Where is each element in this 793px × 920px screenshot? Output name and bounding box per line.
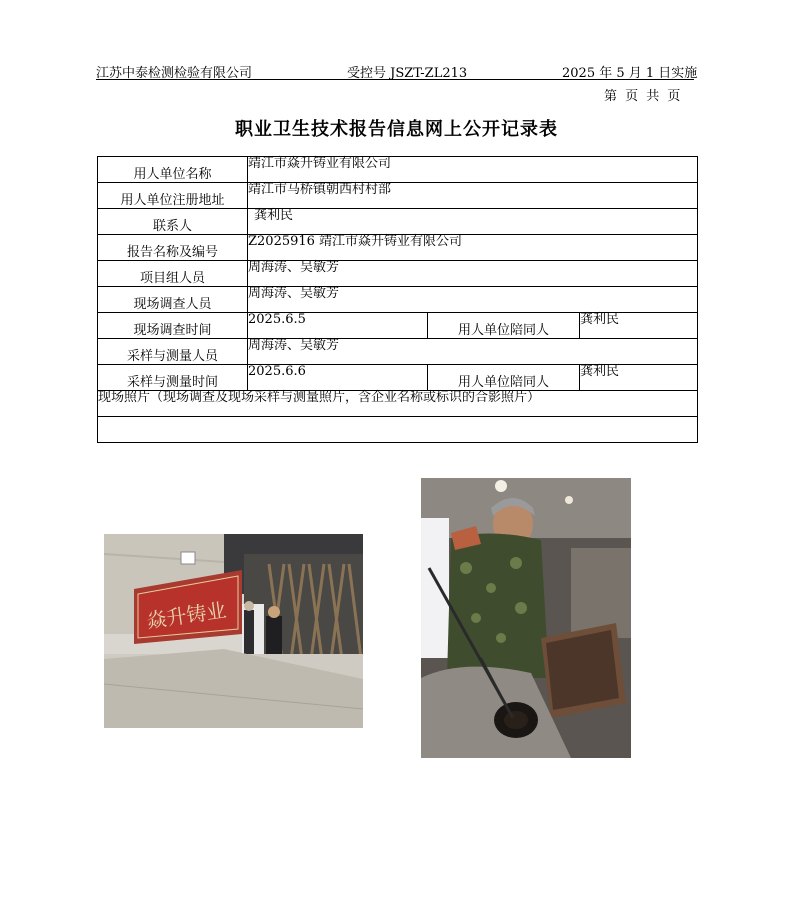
label-team: 项目组人员 [98, 261, 248, 287]
row-sampling-staff [98, 339, 698, 365]
row-team [98, 261, 698, 287]
row-survey-staff [98, 287, 698, 313]
row-contact [98, 209, 698, 235]
row-survey-time [98, 313, 698, 339]
page-title: 职业卫生技术报告信息网上公开记录表 [235, 119, 558, 140]
label-sampling-time: 采样与测量时间 [98, 365, 248, 391]
label-survey-escort: 用人单位陪同人 [428, 313, 580, 339]
photo-furnace-sampling [421, 478, 631, 758]
value-survey-escort: 龚利民 [580, 313, 698, 339]
record-table [97, 156, 698, 633]
label-contact: 联系人 [98, 209, 248, 235]
row-report [98, 235, 698, 261]
value-sampling-escort: 龚利民 [580, 365, 698, 391]
photo-gate-group [104, 534, 363, 728]
row-unit-name [98, 157, 698, 183]
label-unit-name: 用人单位名称 [98, 157, 248, 183]
photos-cell [98, 417, 698, 633]
value-report: Z2025916 靖江市焱升铸业有限公司 [248, 235, 698, 261]
header-page-number: 第 页 共 页 [604, 89, 683, 104]
value-sampling-staff: 周海涛、吴敏芳 [248, 339, 698, 365]
header-company: 江苏中泰检测检验有限公司 [96, 66, 253, 81]
label-sampling-staff: 采样与测量人员 [98, 339, 248, 365]
label-survey-time: 现场调查时间 [98, 313, 248, 339]
label-photos: 现场照片（现场调查及现场采样与测量照片，含企业名称或标识的合影照片） [98, 391, 698, 417]
gate-sign-text: 焱升铸业 [145, 597, 228, 633]
value-team: 周海涛、吴敏芳 [248, 261, 698, 287]
value-contact: 龚利民 [248, 209, 698, 235]
header-control-number: 受控号 JSZT-ZL213 [347, 66, 468, 81]
row-photos-heading [98, 391, 698, 417]
value-sampling-time: 2025.6.6 [248, 365, 428, 391]
value-survey-time: 2025.6.5 [248, 313, 428, 339]
label-sampling-escort: 用人单位陪同人 [428, 365, 580, 391]
row-sampling-time [98, 365, 698, 391]
header-rule [96, 79, 694, 80]
row-photos [98, 417, 698, 443]
value-survey-staff: 周海涛、吴敏芳 [248, 287, 698, 313]
row-unit-address [98, 183, 698, 209]
label-survey-staff: 现场调查人员 [98, 287, 248, 313]
label-unit-address: 用人单位注册地址 [98, 183, 248, 209]
label-report: 报告名称及编号 [98, 235, 248, 261]
header-effective-date: 2025 年 5 月 1 日实施 [562, 66, 698, 81]
value-unit-address: 靖江市马桥镇朝西村村部 [248, 183, 698, 209]
value-unit-name: 靖江市焱升铸业有限公司 [248, 157, 698, 183]
